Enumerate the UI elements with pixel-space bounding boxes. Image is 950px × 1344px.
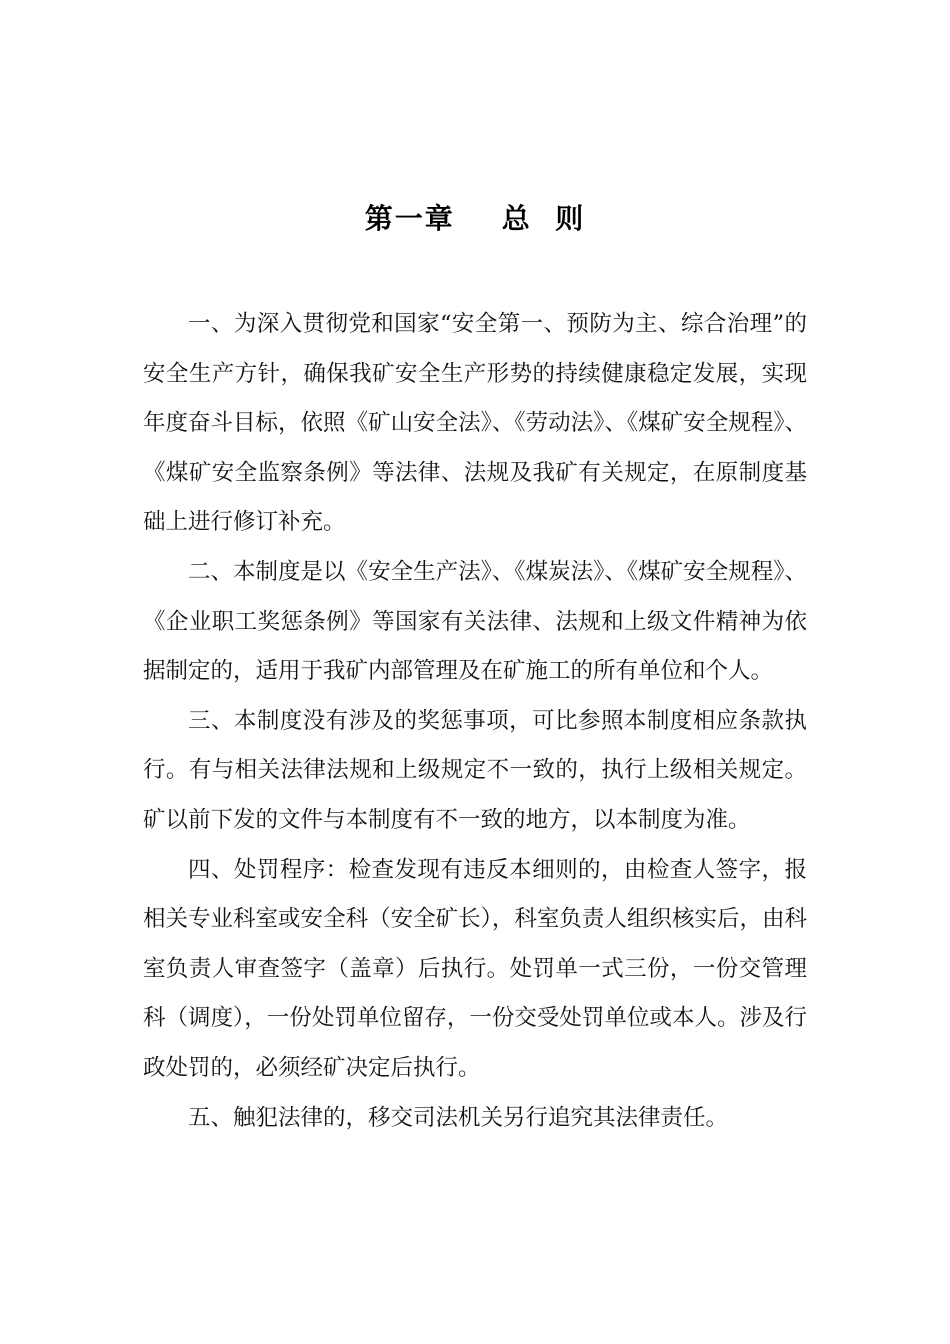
paragraph-3: 三、本制度没有涉及的奖惩事项，可比参照本制度相应条款执行。有与相关法律法规和上级规定不一致的，执行上级相关规定。矿以前下发的文件与本制度有不一致的地方，以本制度为准。 bbox=[143, 707, 807, 833]
paragraph-2: 二、本制度是以《安全生产法》、《煤炭法》、《煤矿安全规程》、《企业职工奖惩条例》等国家有关法律、法规和上级文件精神为依据制定的，适用于我矿内部管理及在矿施工的所有单位和个人。 bbox=[143, 558, 807, 685]
paragraph-1: 一、为深入贯彻党和国家“安全第一、预防为主、综合治理”的安全生产方针，确保我矿安全生产形势的持续健康稳定发展，实现年度奋斗目标，依照《矿山安全法》、《劳动法》、《煤矿安全规程》、《煤矿安全监察条例》等法律、法规及我矿有关规定，在原制度基础上进行修订补充。 bbox=[143, 311, 807, 536]
paragraph-4: 四、处罚程序：检查发现有违反本细则的，由检查人签字，报相关专业科室或安全科（安全矿长），科室负责人组织核实后，由科室负责人审查签字（盖章）后执行。处罚单一式三份，一份交管理科（调度），一份处罚单位留存，一份交受处罚单位或本人。涉及行政处罚的，必须经矿决定后执行。 bbox=[143, 856, 807, 1081]
document-body bbox=[143, 300, 807, 1143]
paragraph-5: 五、触犯法律的，移交司法机关另行追究其法律责任。 bbox=[188, 1104, 729, 1131]
chapter-title: 第一章 总 则 bbox=[364, 201, 586, 235]
